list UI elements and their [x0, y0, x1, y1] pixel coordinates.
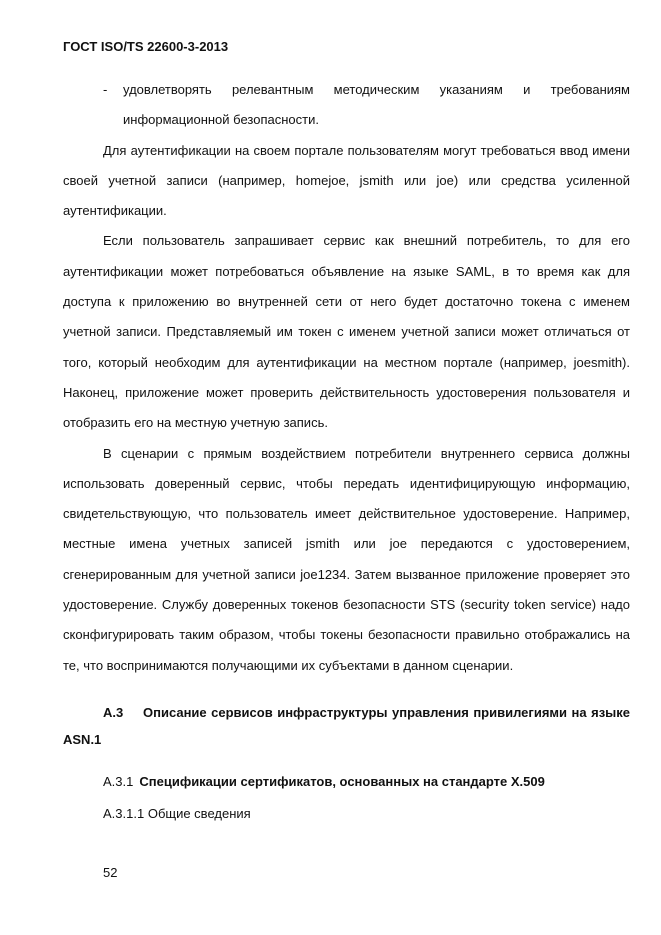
section-number-a3-1: А.3.1 — [103, 773, 134, 789]
section-number-a3-1-1: А.3.1.1 — [103, 806, 145, 822]
bullet-text: удовлетворять релевантным методическим указаниям и требованиям информационной безопасности. — [123, 82, 630, 128]
section-title-a3-1: Спецификации сертификатов, основанных на стандарте Х.509 — [139, 773, 545, 789]
section-heading-a3-1-1 — [63, 799, 630, 829]
body-text — [63, 75, 630, 830]
paragraph-1: Для аутентификации на своем портале пользователям могут требоваться ввод имени своей учетной записи (например, homejoe, jsmith или joe) или средства усиленной аутентификации. — [63, 142, 630, 219]
document-header: ГОСТ ISO/TS 22600-3-2013 — [63, 39, 229, 54]
section-title-a3: Описание сервисов инфраструктуры управления привилегиями на языке ASN.1 — [63, 704, 630, 747]
paragraph-2: Если пользователь запрашивает сервис как внешний потребитель, то для его аутентификации может потребоваться объявление на языке SAML, в то время как для доступа к приложению во внутренней сети от него будет достаточно токена с именем учетной записи. Представляемый им токен с именем учетной записи может отличаться от того, который необходим для аутентификации на местном портале (например, joesmith). Наконец, приложение может проверить действительность удостоверения пользователя и отобразить его на местную учетную запись. — [63, 233, 630, 431]
bullet-item — [63, 75, 630, 136]
paragraph-3: В сценарии с прямым воздействием потребители внутреннего сервиса должны использовать доверенный сервис, чтобы передать идентифицирующую информацию, свидетельствующую, что пользователь имеет действительное удостоверение. Например, местные имена учетных записей jsmith или joe передаются с удостоверением, сгенерированным для учетной записи joe1234. Затем вызванное приложение проверяет это удостоверение. Службу доверенных токенов безопасности STS (security token service) надо сконфигурировать таким образом, чтобы токены безопасности правильно отображались на те, что воспринимаются получающими их субъектами в данном сценарии. — [63, 445, 630, 673]
page-number: 52 — [103, 865, 118, 880]
bullet-marker: - — [103, 82, 108, 97]
section-heading-a3 — [63, 699, 630, 753]
section-title-a3-1-1: Общие сведения — [147, 806, 251, 822]
section-number-a3: А.3 — [103, 704, 124, 720]
section-heading-a3-1 — [63, 767, 630, 797]
